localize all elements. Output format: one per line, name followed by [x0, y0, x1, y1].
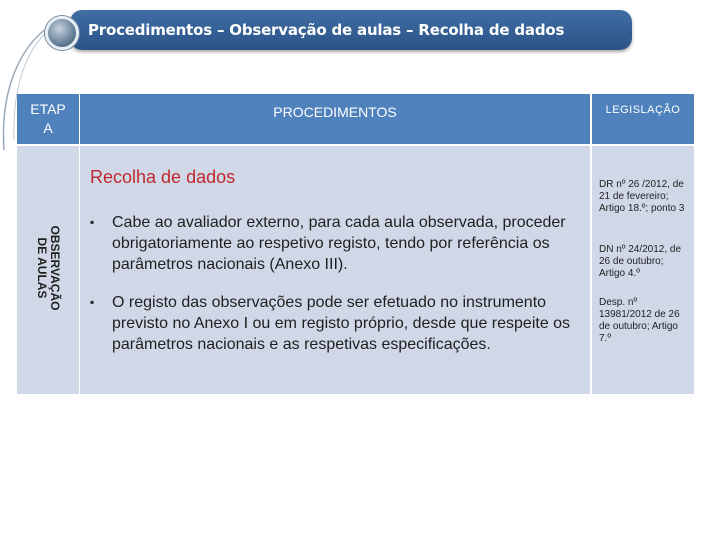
header-legislacao: [592, 94, 694, 144]
legislation-item: Desp. nº 13981/2012 de 26 de outubro; Artigo 7.º: [599, 297, 680, 344]
list-item: [90, 212, 582, 275]
header-procedimentos-label: PROCEDIMENTOS: [273, 104, 397, 120]
header-legislacao-label: LEGISLAÇÃO: [605, 104, 681, 116]
legislation-item: DR nº 26 /2012, de 21 de fevereiro; Artigo 18.º; ponto 3: [599, 179, 685, 214]
page-title: Procedimentos – Observação de aulas – Recolha de dados: [88, 21, 565, 39]
circular-logo-icon: [45, 16, 79, 50]
header-procedimentos: [80, 94, 590, 144]
header-etapa-line-1: ETAP: [30, 101, 66, 117]
bullet-square-icon: ▪: [90, 215, 95, 229]
section-title: Recolha de dados: [90, 167, 236, 187]
header-etapa-line-2: A: [43, 120, 53, 136]
list-item-text: O registo das observações pode ser efetuado no instrumento previsto no Anexo I ou em registo próprio, desde que respeite os parâmetros nacionais e as respetivas especificações.: [112, 294, 571, 353]
header-etapa: [17, 94, 79, 144]
list-item: [90, 292, 582, 355]
list-item-text: Cabe ao avaliador externo, para cada aula observada, proceder obrigatoriamente ao respetivo registo, tendo por referência os parâmetros nacionais (Anexo III).: [112, 214, 566, 273]
etapa-label-line-2: DE AULAS: [35, 237, 49, 299]
etapa-label-line-1: OBSERVAÇÃO: [48, 225, 62, 311]
legislation-item: DN nº 24/2012, de 26 de outubro; Artigo 4.º: [599, 244, 682, 279]
etapa-vertical-label: [35, 226, 61, 311]
bullet-square-icon: ▪: [90, 295, 95, 309]
